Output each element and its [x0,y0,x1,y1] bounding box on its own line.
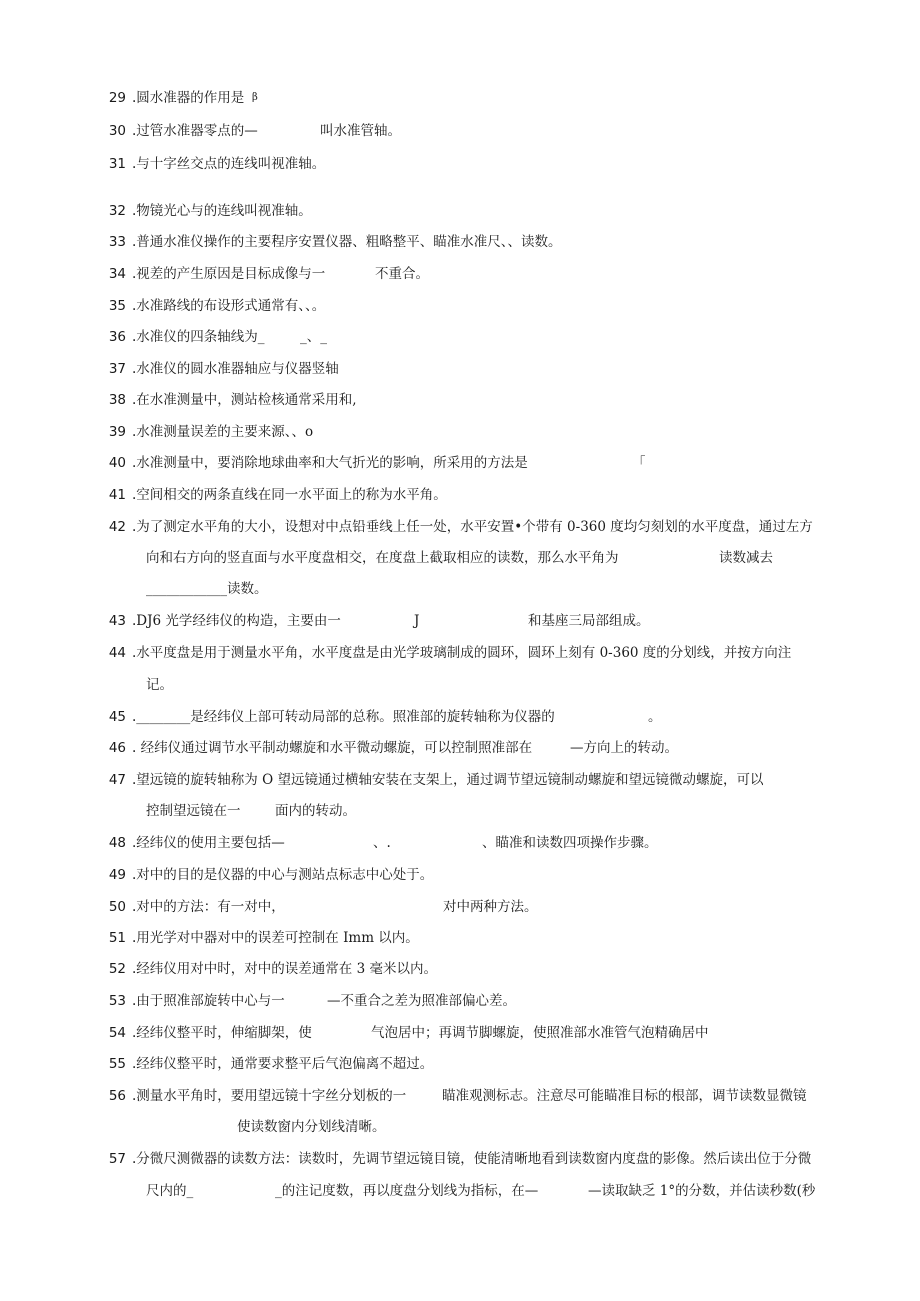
item-text: 读数减去 [719,550,773,566]
item-text: .经纬仪整平时，通常要求整平后气泡偏离不超过。 [132,1056,434,1072]
list-item [0,200,920,222]
list-item [0,484,920,506]
item-text: .水准测量误差的主要来源、、o [132,424,314,440]
item-text: 、瞄准和读数四项操作步骤。 [482,835,658,851]
item-text: β [252,92,258,103]
item-number: 49 [108,867,126,883]
item-text: 控制望远镜在一 [146,803,241,819]
list-item [0,706,920,728]
list-item [0,516,920,538]
list-item-continuation [0,800,920,822]
list-item [0,153,920,175]
item-number: 48 [108,835,126,851]
list-item [0,610,920,632]
item-number: 53 [108,993,126,1009]
item-number: 45 [108,709,126,725]
list-item [0,452,920,474]
item-text: .为了测定水平角的大小，设想对中点铅垂线上任一处，水平安置•个带有 0-360 度均匀刻划的水平度盘，通过左方 [132,519,813,535]
item-text: .与十字丝交点的连线叫视准轴。 [132,156,326,172]
item-number: 41 [108,487,126,503]
list-item [0,120,920,142]
list-item [0,927,920,949]
list-item [0,389,920,411]
item-text: 、. [373,835,391,851]
list-item [0,231,920,253]
list-item-continuation [0,1116,920,1138]
item-text: ____________读数。 [146,581,268,597]
list-item [0,1053,920,1075]
list-item [0,263,920,285]
item-text: .经纬仪的使用主要包括— [132,835,285,851]
item-text: —不重合之差为照准部偏心差。 [327,993,516,1009]
item-text: .普通水准仪操作的主要程序安置仪器、粗略整平、瞄准水准尺、、读数。 [132,234,562,250]
item-number: 30 [108,123,126,139]
item-number: 36 [108,329,126,345]
item-text: _、_ [300,329,327,345]
item-text: 。 [648,709,662,725]
list-item [0,358,920,380]
item-number: 46 [108,740,126,756]
item-number: 38 [108,392,126,408]
item-number: 40 [108,455,126,471]
item-text: .DJ6 光学经纬仪的构造，主要由一 [132,613,341,629]
item-text: .视差的产生原因是目标成像与一 [132,266,326,282]
item-text: 瞄准观测标志。注意尽可能瞄准目标的根部，调节读数显微镜 [442,1088,807,1104]
item-text: .水准仪的圆水准器轴应与仪器竖轴 [132,361,339,377]
item-number: 51 [108,930,126,946]
item-text: 「 [632,455,646,471]
item-text: .空间相交的两条直线在同一水平面上的称为水平角。 [132,487,447,503]
item-text: .物镜光心与的连线叫视准轴。 [132,203,312,219]
item-text: 叫水准管轴。 [320,123,401,139]
list-item [0,896,920,918]
list-item [0,326,920,348]
item-number: 33 [108,234,126,250]
list-item-continuation [0,674,920,696]
list-item [0,642,920,664]
item-text: J [414,613,420,629]
item-number: 50 [108,899,126,915]
item-number: 39 [108,424,126,440]
item-text: .水准路线的布设形式通常有、、。 [132,298,326,314]
list-item [0,832,920,854]
item-text: .由于照准部旋转中心与一 [132,993,285,1009]
item-text: .________是经纬仪上部可转动局部的总称。照准部的旋转轴称为仪器的 [132,709,555,725]
item-text: .测量水平角时，要用望远镜十字丝分划板的一 [132,1088,407,1104]
item-text: _的注记度数，再以度盘分划线为指标，在— [275,1183,539,1199]
list-item [0,295,920,317]
item-text: 向和右方向的竖直面与水平度盘相交，在度盘上截取相应的读数，那么水平角为 [146,550,619,566]
item-text: 和基座三局部组成。 [528,613,650,629]
item-text: —读取缺乏 1°的分数，并估读秒数(秒 [588,1183,816,1199]
item-number: 31 [108,156,126,172]
item-text: .过管水准器零点的— [132,123,258,139]
item-number: 37 [108,361,126,377]
item-text: .对中的目的是仪器的中心与测站点标志中心处于。 [132,867,434,883]
item-text: .在水准测量中，测站检核通常采用和, [132,392,357,408]
item-number: 52 [108,961,126,977]
item-number: 29 [108,90,126,106]
item-number: 35 [108,298,126,314]
item-number: 32 [108,203,126,219]
item-text: .对中的方法：有一对中， [132,899,285,915]
list-item [0,864,920,886]
item-text: .经纬仪整平时，伸缩脚架，使 [132,1025,312,1041]
list-item [0,990,920,1012]
item-text: 面内的转动。 [275,803,356,819]
item-text: . 经纬仪通过调节水平制动螺旋和水平微动螺旋，可以控制照准部在 [132,740,533,756]
item-number: 43 [108,613,126,629]
item-text: 尺内的_ [146,1183,194,1199]
list-item [0,737,920,759]
item-text: 气泡居中；再调节脚螺旋，使照准部水准管气泡精确居中 [371,1025,709,1041]
item-text: .圆水准器的作用是 [132,90,245,106]
item-number: 34 [108,266,126,282]
item-text: 记。 [146,677,173,693]
list-item [0,958,920,980]
item-number: 54 [108,1025,126,1041]
item-number: 56 [108,1088,126,1104]
item-text: .经纬仪用对中时，对中的误差通常在 3 毫米以内。 [132,961,437,977]
list-item [0,1148,920,1170]
list-item [0,1085,920,1107]
list-item [0,1022,920,1044]
list-item-continuation [0,547,920,569]
item-text: .用光学对中器对中的误差可控制在 Imm 以内。 [132,930,419,946]
item-text: 对中两种方法。 [443,899,538,915]
item-text: .分微尺测微器的读数方法：读数时，先调节望远镜目镜，使能清晰地看到读数窗内度盘的影像。然后读出位于分微 [132,1151,812,1167]
item-number: 57 [108,1151,126,1167]
list-item-continuation [0,1180,920,1202]
item-text: 不重合。 [375,266,429,282]
item-number: 55 [108,1056,126,1072]
list-item-continuation [0,578,920,600]
item-number: 44 [108,645,126,661]
item-number: 47 [108,772,126,788]
item-text: .水准仪的四条轴线为_ [132,329,265,345]
list-item [0,421,920,443]
item-text: .水准测量中，要消除地球曲率和大气折光的影响，所采用的方法是 [132,455,528,471]
item-number: 42 [108,519,126,535]
item-text: .望远镜的旋转轴称为 O 望远镜通过横轴安装在支架上，通过调节望远镜制动螺旋和望远镜微动螺旋，可以 [132,772,764,788]
list-item [0,87,920,109]
item-text: .水平度盘是用于测量水平角，水平度盘是由光学玻璃制成的圆环，圆环上刻有 0-360 度的分划线，并按方向注 [132,645,792,661]
list-item [0,769,920,791]
item-text: —方向上的转动。 [570,740,678,756]
item-text: 使读数窗内分划线清晰。 [237,1119,386,1135]
